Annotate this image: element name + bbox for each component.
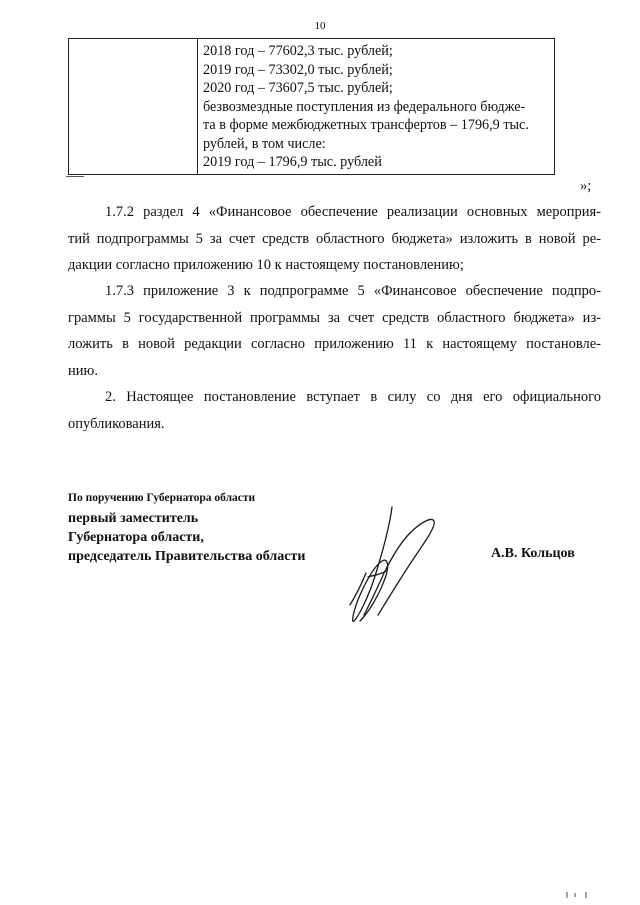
paragraph-line: 1.7.3 приложение 3 к подпрограмме 5 «Финансовое обеспечение подпро- [105,283,601,299]
paragraph-line: граммы 5 государственной программы за счет средств областного бюджета» из- [68,309,601,326]
paragraph-line: нию. [68,362,98,379]
signatory-title-line: первый заместитель [68,511,199,526]
table-line: 2018 год – 77602,3 тыс. рублей; [203,43,393,59]
table-end-mark [66,176,84,177]
signature-block [68,490,305,566]
table-right-cell [203,42,550,172]
signatory-title-line: председатель Правительства области [68,549,306,564]
paragraph-line: тий подпрограммы 5 за счет средств областного бюджета» изложить в новой ре- [68,230,601,247]
paragraph-line: ложить в новой редакции согласно приложению 11 к настоящему постановле- [68,336,601,352]
paragraph-line: 2. Настоящее постановление вступает в силу со дня его официального [105,389,601,405]
paragraph-line: 1.7.2 раздел 4 «Финансовое обеспечение реализации основных мероприя- [105,204,601,220]
page-number: 10 [314,20,326,32]
table-line: та в форме межбюджетных трансфертов – 1796,9 тыс. [203,117,529,133]
table-line: 2019 год – 73302,0 тыс. рублей; [203,61,393,78]
paragraph-1-7-3 [68,278,601,384]
funding-table [68,38,555,175]
table-line: безвозмездные поступления из федерального бюдже- [203,98,526,115]
paragraph-line: дакции согласно приложению 10 к настоящему постановлению; [68,257,464,273]
signatory-title-line: Губернатора области, [68,530,204,545]
signatory-name: А.В. Кольцов [491,546,575,561]
table-line: рублей, в том числе: [203,135,326,152]
table-line: 2020 год – 73607,5 тыс. рублей; [203,80,393,96]
scan-marks [562,890,592,900]
table-left-cell [69,39,198,174]
table-line: 2019 год – 1796,9 тыс. рублей [203,154,382,170]
paragraph-line: опубликования. [68,415,165,432]
handwritten-signature [320,503,470,633]
closing-quote: »; [580,178,592,194]
paragraph-1-7-2 [68,199,601,279]
signatory-instruction: По поручению Губернатора области [68,492,256,504]
paragraph-2 [68,384,601,437]
